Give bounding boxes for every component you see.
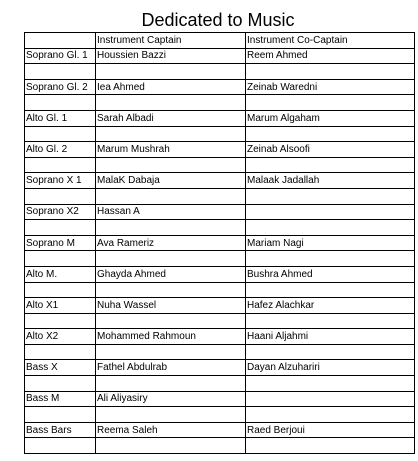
cell-co-captain[interactable]: Dayan Alzuhariri bbox=[246, 360, 415, 376]
empty-cell[interactable] bbox=[246, 64, 415, 80]
cell-section[interactable]: Soprano X 1 bbox=[25, 173, 96, 189]
table-row bbox=[25, 48, 415, 64]
cell-captain[interactable]: Mohammed Rahmoun bbox=[96, 329, 246, 345]
table-body bbox=[25, 33, 415, 454]
empty-cell[interactable] bbox=[96, 188, 246, 204]
empty-cell[interactable] bbox=[25, 438, 96, 454]
cell-co-captain[interactable]: Reem Ahmed bbox=[246, 48, 415, 64]
table-row bbox=[25, 329, 415, 345]
cell-section[interactable]: Alto X2 bbox=[25, 329, 96, 345]
cell-co-captain[interactable]: Hafez Alachkar bbox=[246, 298, 415, 314]
empty-cell[interactable] bbox=[96, 344, 246, 360]
empty-cell[interactable] bbox=[96, 251, 246, 267]
cell-captain[interactable]: Nuha Wassel bbox=[96, 298, 246, 314]
header-cell-section[interactable] bbox=[25, 33, 96, 49]
empty-row bbox=[25, 220, 415, 236]
cell-co-captain[interactable]: Raed Berjoui bbox=[246, 422, 415, 438]
instrument-captains-table bbox=[24, 32, 415, 454]
empty-cell[interactable] bbox=[246, 313, 415, 329]
cell-captain[interactable]: Sarah Albadi bbox=[96, 110, 246, 126]
cell-captain[interactable]: Houssien Bazzi bbox=[96, 48, 246, 64]
cell-captain[interactable]: Marum Mushrah bbox=[96, 142, 246, 158]
table-row bbox=[25, 79, 415, 95]
table-header-row bbox=[25, 33, 415, 49]
cell-section[interactable]: Soprano X2 bbox=[25, 204, 96, 220]
cell-captain[interactable]: Fathel Abdulrab bbox=[96, 360, 246, 376]
empty-row bbox=[25, 188, 415, 204]
empty-cell[interactable] bbox=[96, 95, 246, 111]
cell-co-captain[interactable]: Bushra Ahmed bbox=[246, 266, 415, 282]
empty-cell[interactable] bbox=[246, 251, 415, 267]
empty-cell[interactable] bbox=[246, 95, 415, 111]
empty-row bbox=[25, 157, 415, 173]
cell-co-captain[interactable] bbox=[246, 391, 415, 407]
cell-section[interactable]: Soprano Gl. 2 bbox=[25, 79, 96, 95]
cell-co-captain[interactable]: Zeinab Alsoofi bbox=[246, 142, 415, 158]
cell-section[interactable]: Alto M. bbox=[25, 266, 96, 282]
empty-cell[interactable] bbox=[246, 438, 415, 454]
empty-cell[interactable] bbox=[25, 188, 96, 204]
empty-row bbox=[25, 95, 415, 111]
empty-cell[interactable] bbox=[246, 376, 415, 392]
empty-cell[interactable] bbox=[25, 220, 96, 236]
table-row bbox=[25, 266, 415, 282]
empty-row bbox=[25, 344, 415, 360]
cell-section[interactable]: Bass X bbox=[25, 360, 96, 376]
empty-cell[interactable] bbox=[25, 344, 96, 360]
cell-captain[interactable]: Ava Rameriz bbox=[96, 235, 246, 251]
cell-co-captain[interactable]: Mariam Nagi bbox=[246, 235, 415, 251]
cell-section[interactable]: Alto Gl. 1 bbox=[25, 110, 96, 126]
empty-cell[interactable] bbox=[25, 376, 96, 392]
empty-cell[interactable] bbox=[246, 344, 415, 360]
cell-captain[interactable]: Ali Aliyasiry bbox=[96, 391, 246, 407]
cell-section[interactable]: Soprano Gl. 1 bbox=[25, 48, 96, 64]
cell-section[interactable]: Soprano M bbox=[25, 235, 96, 251]
table-row bbox=[25, 204, 415, 220]
empty-row bbox=[25, 64, 415, 80]
empty-cell[interactable] bbox=[246, 407, 415, 423]
cell-captain[interactable]: Iea Ahmed bbox=[96, 79, 246, 95]
empty-cell[interactable] bbox=[25, 407, 96, 423]
cell-section[interactable]: Alto X1 bbox=[25, 298, 96, 314]
empty-cell[interactable] bbox=[25, 282, 96, 298]
cell-section[interactable]: Bass M bbox=[25, 391, 96, 407]
empty-row bbox=[25, 438, 415, 454]
cell-captain[interactable]: Ghayda Ahmed bbox=[96, 266, 246, 282]
empty-cell[interactable] bbox=[96, 282, 246, 298]
empty-cell[interactable] bbox=[96, 313, 246, 329]
cell-co-captain[interactable]: Marum Algaham bbox=[246, 110, 415, 126]
empty-row bbox=[25, 251, 415, 267]
empty-cell[interactable] bbox=[25, 157, 96, 173]
empty-row bbox=[25, 407, 415, 423]
cell-section[interactable]: Bass Bars bbox=[25, 422, 96, 438]
empty-cell[interactable] bbox=[246, 282, 415, 298]
empty-row bbox=[25, 313, 415, 329]
empty-row bbox=[25, 126, 415, 142]
empty-cell[interactable] bbox=[25, 126, 96, 142]
cell-co-captain[interactable]: Malaak Jadallah bbox=[246, 173, 415, 189]
cell-co-captain[interactable]: Haani Aljahmi bbox=[246, 329, 415, 345]
cell-co-captain[interactable] bbox=[246, 204, 415, 220]
empty-cell[interactable] bbox=[25, 64, 96, 80]
empty-cell[interactable] bbox=[96, 220, 246, 236]
cell-captain[interactable]: Reema Saleh bbox=[96, 422, 246, 438]
cell-co-captain[interactable]: Zeinab Waredni bbox=[246, 79, 415, 95]
cell-captain[interactable]: Hassan A bbox=[96, 204, 246, 220]
empty-cell[interactable] bbox=[96, 157, 246, 173]
header-cell-co-captain[interactable]: Instrument Co-Captain bbox=[246, 33, 415, 49]
table-row bbox=[25, 298, 415, 314]
table-row bbox=[25, 391, 415, 407]
table-row bbox=[25, 422, 415, 438]
empty-row bbox=[25, 376, 415, 392]
table-row bbox=[25, 360, 415, 376]
empty-cell[interactable] bbox=[25, 313, 96, 329]
table-row bbox=[25, 173, 415, 189]
empty-cell[interactable] bbox=[96, 376, 246, 392]
empty-row bbox=[25, 282, 415, 298]
header-cell-captain[interactable]: Instrument Captain bbox=[96, 33, 246, 49]
empty-cell[interactable] bbox=[96, 126, 246, 142]
table-row bbox=[25, 235, 415, 251]
empty-cell[interactable] bbox=[246, 188, 415, 204]
empty-cell[interactable] bbox=[25, 251, 96, 267]
empty-cell[interactable] bbox=[96, 64, 246, 80]
empty-cell[interactable] bbox=[246, 126, 415, 142]
document-title: Dedicated to Music bbox=[141, 10, 295, 30]
cell-section[interactable]: Alto Gl. 2 bbox=[25, 142, 96, 158]
table-row bbox=[25, 110, 415, 126]
cell-captain[interactable]: MalaK Dabaja bbox=[96, 173, 246, 189]
empty-cell[interactable] bbox=[96, 407, 246, 423]
empty-cell[interactable] bbox=[246, 157, 415, 173]
empty-cell[interactable] bbox=[246, 220, 415, 236]
table-row bbox=[25, 142, 415, 158]
empty-cell[interactable] bbox=[96, 438, 246, 454]
empty-cell[interactable] bbox=[25, 95, 96, 111]
